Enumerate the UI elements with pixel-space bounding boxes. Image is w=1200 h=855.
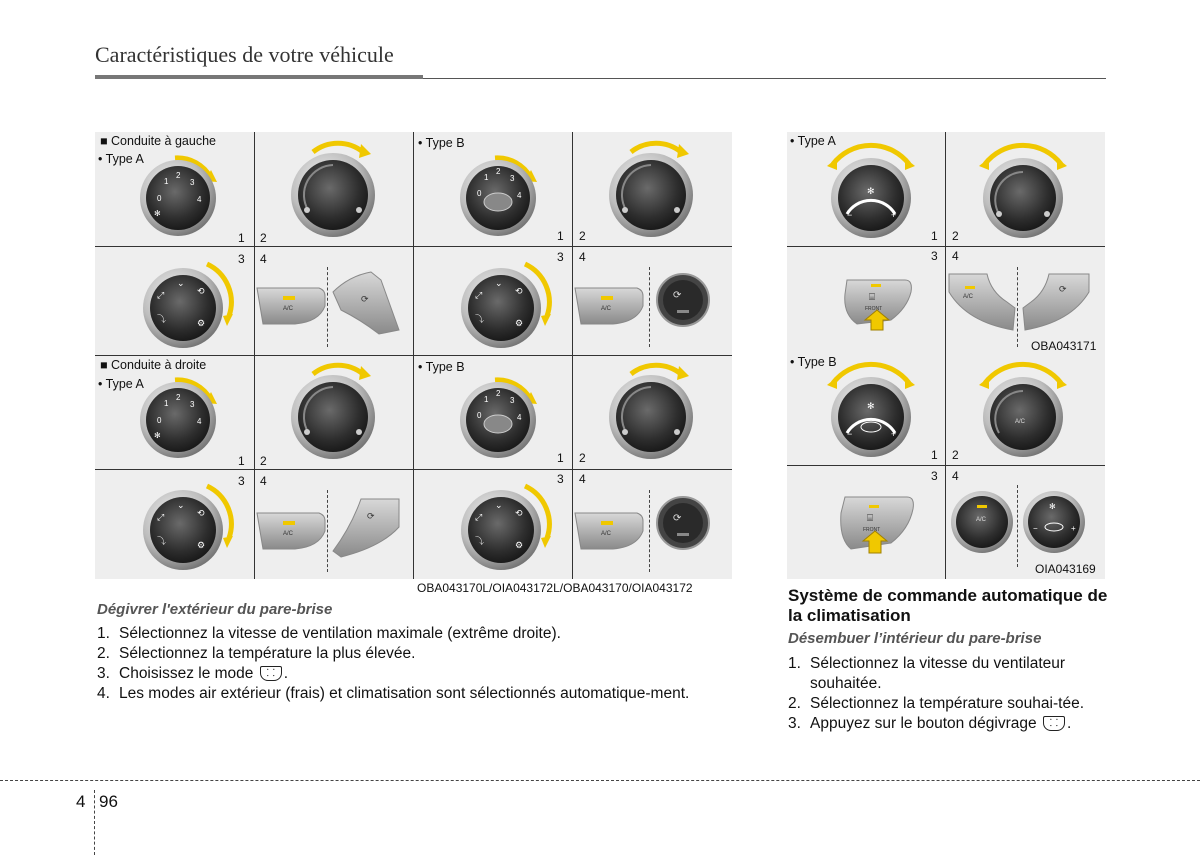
knob-digit: 4 [197,195,202,204]
knob-digit: 3 [190,400,195,409]
ac-button-piece [255,507,327,552]
list-item: 3. Choisissez le mode ⸬ . [97,665,289,682]
knob-digit: 0 [157,416,162,425]
fan-speed-knob [133,372,223,462]
quad-num: 2 [952,229,959,243]
knob-digit: 0 [477,411,482,420]
defrost-icon: ⸬ [1043,716,1065,731]
page-number: 96 [99,792,118,811]
quad-num: 3 [238,252,245,266]
svg-text:⟲: ⟲ [197,508,205,518]
quad-num: 4 [579,472,586,486]
mode-knob [135,256,235,356]
knob-digit: 3 [510,396,515,405]
figure-left [95,132,732,579]
header-rule-thin [423,78,1106,79]
header-rule-thick [95,75,423,79]
svg-text:−: − [847,210,853,220]
svg-text:⌸: ⌸ [869,292,875,303]
ac-button-piece [255,282,327,327]
svg-text:+: + [1071,524,1076,533]
svg-text:+: + [891,429,897,439]
svg-text:+: + [891,210,897,220]
list-item: 3. Appuyez sur le bouton dégivrage ⸬ . [788,715,1072,732]
ac-label: A/C [283,306,294,312]
recirculation-button-piece [331,497,403,567]
svg-text:−: − [1033,524,1038,533]
front-defrost-button [837,274,917,336]
svg-text:✻: ✻ [154,209,161,218]
svg-text:⤢: ⤢ [475,290,483,300]
svg-text:⌄: ⌄ [177,500,185,510]
defrost-icon: ⸬ [260,666,282,681]
mode-knob [135,478,235,578]
svg-text:✻: ✻ [1049,502,1056,511]
svg-text:✻: ✻ [867,186,875,196]
quad-num: 4 [579,250,586,264]
svg-text:⤢: ⤢ [157,512,165,522]
quad-num: 4 [952,469,959,483]
knob-digit: 1 [484,173,489,182]
svg-text:⚙: ⚙ [197,318,206,328]
temperature-knob [601,140,701,240]
step-list [788,654,1106,734]
knob-digit: 2 [176,393,181,402]
figure-right-type-b [787,355,1105,579]
recirculation-button-piece [1021,272,1091,332]
figure-code: OBA043171 [1031,339,1097,353]
knob-digit: 4 [517,191,522,200]
section-heading: Système de commande automatique de la climatisation [788,586,1108,625]
panel-label-type-a: • Type A [98,152,144,166]
ac-button-piece [573,282,645,327]
footer-vertical-divider [94,790,95,855]
temperature-knob [973,361,1073,461]
knob-digit: 1 [164,399,169,408]
quad-num: 1 [238,454,245,468]
svg-text:⟳: ⟳ [1059,284,1067,294]
ac-label: A/C [1015,419,1026,425]
svg-text:⟳: ⟳ [367,511,375,521]
front-label: FRONT [863,527,881,533]
quad-num: 1 [557,229,564,243]
fan-speed-knob [133,150,223,240]
ac-label: A/C [976,517,987,523]
svg-text:⟳: ⟳ [673,513,682,524]
list-item: 2. Sélectionnez la température la plus élevée. [97,645,416,662]
knob-digit: 4 [517,413,522,422]
svg-text:⌄: ⌄ [495,278,503,288]
ac-button [949,489,1015,555]
svg-text:⤢: ⤢ [475,512,483,522]
svg-text:✻: ✻ [154,431,161,440]
list-item: 4. Les modes air extérieur (frais) et climatisation sont sélectionnés automatique-ment. [97,685,690,702]
quad-num: 3 [931,249,938,263]
svg-text:⤵: ⤵ [475,536,485,546]
front-defrost-button [835,493,917,561]
quad-num: 1 [931,448,938,462]
list-item: 1. Sélectionnez la vitesse du ventilateur souhaitée. [788,655,1066,692]
quad-num: 1 [557,451,564,465]
ac-button-piece [573,507,645,552]
svg-text:⤵: ⤵ [475,314,485,324]
fan-speed-knob [453,372,543,462]
quad-num: 2 [579,451,586,465]
quad-num: 3 [557,472,564,486]
fan-recirculation-knob [1021,489,1087,555]
panel-label-rhd: ■ Conduite à droite [100,358,207,372]
page-header-title: Caractéristiques de votre véhicule [95,42,394,67]
knob-digit: 3 [510,174,515,183]
quad-num: 1 [238,231,245,245]
panel-label-lhd: ■ Conduite à gauche [100,134,216,148]
list-item: 1. Sélectionnez la vitesse de ventilation maximale (extrême droite). [97,625,561,642]
figure-right-type-a [787,132,1105,356]
chapter-number: 4 [76,792,86,811]
fan-speed-knob [821,142,921,242]
section-subheading: Dégivrer l'extérieur du pare-brise [97,601,333,618]
svg-text:⟲: ⟲ [515,508,523,518]
ac-label: A/C [601,531,612,537]
quad-num: 1 [931,229,938,243]
knob-digit: 2 [176,171,181,180]
front-label: FRONT [865,306,883,312]
section-subheading: Désembuer l’intérieur du pare-brise [788,630,1042,647]
step-list [97,624,732,704]
recirculation-button-piece [331,270,403,340]
temperature-knob [601,362,701,462]
svg-text:⌄: ⌄ [177,278,185,288]
figure-code: OBA043170L/OIA043172L/OBA043170/OIA043172 [417,581,693,595]
svg-text:⌸: ⌸ [867,513,873,524]
footer-divider [0,780,1200,781]
quad-num: 3 [238,474,245,488]
svg-text:⚙: ⚙ [515,318,524,328]
recirculation-button [655,272,711,328]
svg-text:⌄: ⌄ [495,500,503,510]
svg-text:⟳: ⟳ [361,294,369,304]
panel-label-type-a: • Type A [790,134,836,148]
temperature-knob [973,142,1073,242]
svg-text:⚙: ⚙ [515,540,524,550]
ac-label: A/C [283,531,294,537]
quad-num: 3 [931,469,938,483]
fan-speed-knob [453,150,543,240]
ac-label: A/C [601,306,612,312]
quad-num: 4 [260,252,267,266]
quad-num: 4 [260,474,267,488]
knob-digit: 1 [484,395,489,404]
knob-digit: 0 [477,189,482,198]
svg-text:⤢: ⤢ [157,290,165,300]
knob-digit: 2 [496,389,501,398]
knob-digit: 0 [157,194,162,203]
knob-digit: 2 [496,167,501,176]
quad-num: 3 [557,250,564,264]
panel-label-type-b: • Type B [790,355,837,369]
knob-digit: 3 [190,178,195,187]
svg-text:⚙: ⚙ [197,540,206,550]
ac-label: A/C [963,294,974,300]
quad-num: 2 [579,229,586,243]
knob-digit: 1 [164,177,169,186]
quad-num: 2 [260,454,267,468]
temperature-knob [283,362,383,462]
mode-knob [453,256,553,356]
mode-knob [453,478,553,578]
svg-text:⤵: ⤵ [157,314,167,324]
svg-text:✻: ✻ [867,401,875,411]
quad-num: 4 [952,249,959,263]
svg-text:⟳: ⟳ [673,290,682,301]
knob-digit: 4 [197,417,202,426]
panel-label-type-b: • Type B [418,136,465,150]
svg-text:−: − [847,429,853,439]
quad-num: 2 [260,231,267,245]
recirculation-button [655,495,711,551]
temperature-knob [283,140,383,240]
fan-speed-knob [821,361,921,461]
svg-text:⟲: ⟲ [515,286,523,296]
svg-text:⤵: ⤵ [157,536,167,546]
figure-code: OIA043169 [1035,562,1096,576]
panel-label-type-b: • Type B [418,360,465,374]
svg-text:⟲: ⟲ [197,286,205,296]
panel-label-type-a: • Type A [98,377,144,391]
list-item: 2. Sélectionnez la température souhai-tée. [788,695,1084,712]
ac-button-piece [947,272,1017,332]
quad-num: 2 [952,448,959,462]
